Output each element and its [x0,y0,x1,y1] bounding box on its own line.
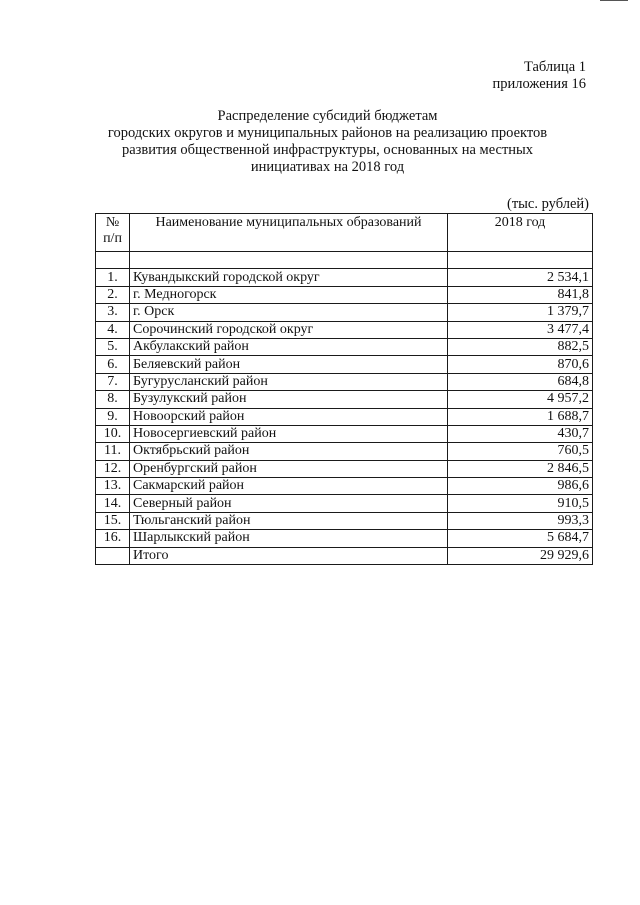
row-number-cell: 6. [96,356,130,373]
table-row [96,391,593,408]
spacer-cell [96,252,130,269]
table-number: Таблица 1 [523,59,586,75]
row-value-cell: 4 957,2 [448,391,593,408]
column-header-number-line2: п/п [103,231,122,246]
row-value-cell: 760,5 [448,443,593,460]
row-number-cell: 16. [96,530,130,547]
table-row [96,321,593,338]
row-number-cell: 12. [96,460,130,477]
table-row [96,495,593,512]
row-value-cell: 2 846,5 [448,460,593,477]
row-number-cell: 10. [96,425,130,442]
row-value-cell: 1 379,7 [448,304,593,321]
total-number-cell [96,547,130,564]
row-number-cell: 11. [96,443,130,460]
row-name-cell: Бузулукский район [130,391,448,408]
row-number-cell: 15. [96,512,130,529]
row-name-cell: Акбулакский район [130,338,448,355]
row-name-cell: Новосергиевский район [130,425,448,442]
title-line-3: развития общественной инфраструктуры, основанных на местных [121,142,534,158]
row-name-cell: Оренбургский район [130,460,448,477]
table-header-row [96,214,593,252]
row-name-cell: Кувандыкский городской округ [130,269,448,286]
table-header-spacer [96,252,593,269]
table-row [96,356,593,373]
total-label-cell: Итого [130,547,448,564]
column-header-number-line1: № [105,215,120,230]
row-number-cell: 1. [96,269,130,286]
title-line-2: городских округов и муниципальных районов на реализацию проектов [107,125,548,141]
row-value-cell: 1 688,7 [448,408,593,425]
table-row [96,286,593,303]
row-value-cell: 684,8 [448,373,593,390]
row-number-cell: 2. [96,286,130,303]
table-row [96,304,593,321]
row-value-cell: 3 477,4 [448,321,593,338]
row-number-cell: 4. [96,321,130,338]
table-total-row [96,547,593,564]
table-row [96,269,593,286]
subsidies-table [95,213,593,565]
table-row [96,512,593,529]
table-row [96,408,593,425]
row-value-cell: 430,7 [448,425,593,442]
units-label: (тыс. рублей) [507,196,589,212]
table-row [96,338,593,355]
table-row [96,478,593,495]
table-row [96,425,593,442]
row-name-cell: г. Орск [130,304,448,321]
title-line-1: Распределение субсидий бюджетам [217,108,438,124]
spacer-cell [130,252,448,269]
row-value-cell: 2 534,1 [448,269,593,286]
row-name-cell: Беляевский район [130,356,448,373]
appendix-number: приложения 16 [492,76,586,92]
row-number-cell: 14. [96,495,130,512]
row-value-cell: 870,6 [448,356,593,373]
row-number-cell: 7. [96,373,130,390]
row-value-cell: 910,5 [448,495,593,512]
row-value-cell: 5 684,7 [448,530,593,547]
row-name-cell: г. Медногорск [130,286,448,303]
title-line-4: инициативах на 2018 год [250,159,405,175]
table-row [96,460,593,477]
table-row [96,443,593,460]
table-body [96,269,593,547]
row-name-cell: Северный район [130,495,448,512]
total-value-cell: 29 929,6 [448,547,593,564]
row-name-cell: Шарлыкский район [130,530,448,547]
document-header [493,59,586,93]
spacer-cell [448,252,593,269]
row-number-cell: 8. [96,391,130,408]
corner-mark [600,0,628,1]
row-name-cell: Тюльганский район [130,512,448,529]
row-name-cell: Октябрьский район [130,443,448,460]
row-name-cell: Сорочинский городской округ [130,321,448,338]
row-number-cell: 13. [96,478,130,495]
table-row [96,373,593,390]
column-header-number [96,214,130,252]
row-number-cell: 9. [96,408,130,425]
row-name-cell: Новоорский район [130,408,448,425]
document-title [100,108,555,176]
row-value-cell: 882,5 [448,338,593,355]
table-row [96,530,593,547]
row-name-cell: Бугурусланский район [130,373,448,390]
row-value-cell: 986,6 [448,478,593,495]
row-name-cell: Сакмарский район [130,478,448,495]
column-header-name: Наименование муниципальных образований [130,214,448,252]
row-value-cell: 993,3 [448,512,593,529]
column-header-value: 2018 год [448,214,593,252]
row-number-cell: 3. [96,304,130,321]
row-value-cell: 841,8 [448,286,593,303]
row-number-cell: 5. [96,338,130,355]
